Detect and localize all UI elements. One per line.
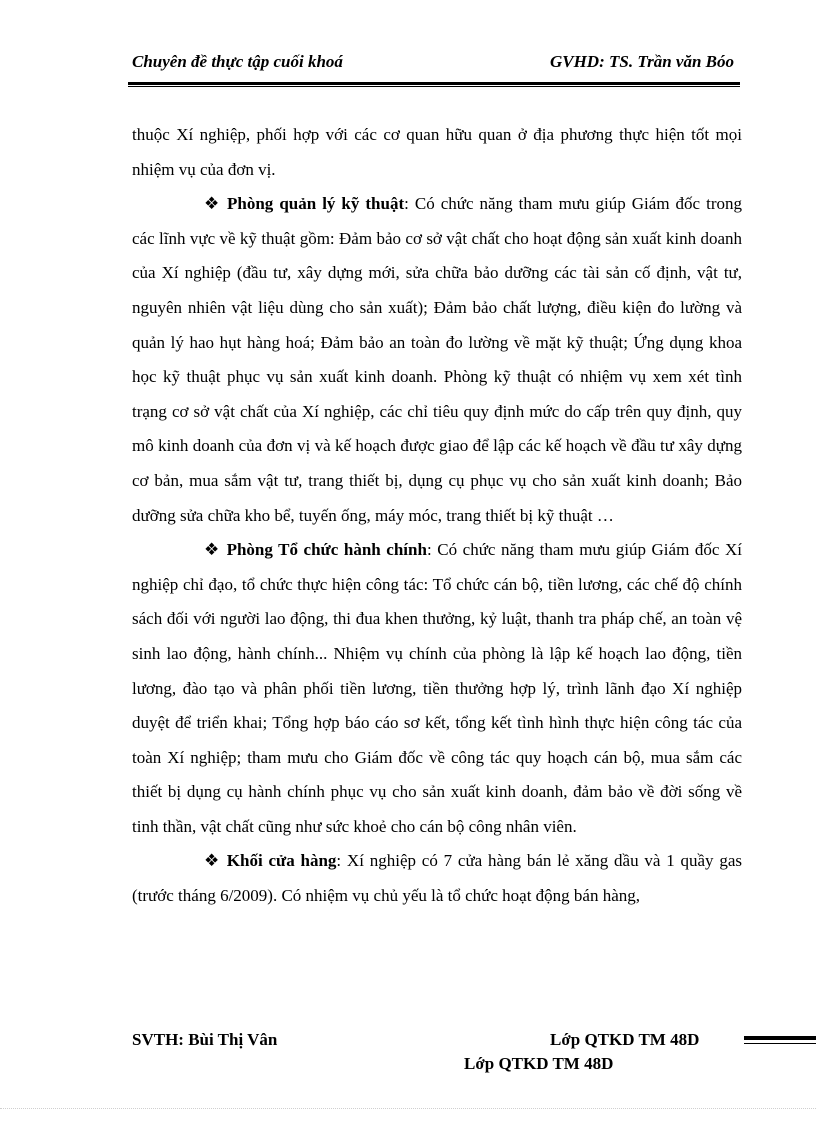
header-advisor: GVHD: TS. Trần văn Bóo <box>549 52 734 71</box>
diamond-bullet-icon: ❖ <box>204 540 221 560</box>
footer-class: Lớp QTKD TM 48D <box>550 1030 700 1049</box>
paragraph-text: : Xí nghiệp có 7 cửa hàng bán lẻ xăng dầu và 1 quầy gas (trước tháng 6/2009). Có nhiệm vụ chủ yếu là tổ chức hoạt động bán hàng, <box>132 851 742 906</box>
diamond-bullet-icon: ❖ <box>204 194 222 214</box>
diamond-bullet-icon: ❖ <box>204 851 221 871</box>
paragraph-technical-dept <box>132 187 742 533</box>
paragraph-continuation <box>132 118 742 187</box>
footer-class-duplicate: Lớp QTKD TM 48D <box>464 1054 614 1073</box>
section-term: Khối cửa hàng <box>226 851 337 871</box>
header-divider <box>128 82 740 87</box>
page-edge-divider <box>0 1108 816 1109</box>
section-term: Phòng Tổ chức hành chính <box>226 540 427 560</box>
footer-rule-thin <box>744 1043 816 1044</box>
paragraph-text: : Có chức năng tham mưu giúp Giám đốc Xí nghiệp chỉ đạo, tổ chức thực hiện công tác: Tổ chức cán bộ, tiền lương, các chế độ chính sách đối với người lao động, thi đua khen thưởng, kỷ luật, thanh tra pháp chế, an toàn vệ sinh lao động, hành chính... Nhiệm vụ chính của phòng là lập kế hoạch lao động, tiền lương, đào tạo và phân phối tiền lương, tiền thưởng hợp lý, trình lãnh đạo Xí nghiệp duyệt để triển khai; Tổng hợp báo cáo sơ kết, tổng kết tình hình thực hiện công tác của toàn Xí nghiệp; tham mưu cho Giám đốc về công tác quy hoạch cán bộ, mua sắm các thiết bị dụng cụ hành chính phục vụ cho sản xuất kinh doanh, đảm bảo về đời sống về tinh thần, vật chất cũng như sức khoẻ cho cán bộ công nhân viên. <box>132 540 742 836</box>
paragraph-text: thuộc Xí nghiệp, phối hợp với các cơ quan hữu quan ở địa phương thực hiện tốt mọi nhiệm vụ của đơn vị. <box>132 125 742 179</box>
footer-rule-thick <box>744 1036 816 1040</box>
paragraph-store-block <box>132 844 742 913</box>
page-header <box>132 52 738 76</box>
paragraph-text: : Có chức năng tham mưu giúp Giám đốc trong các lĩnh vực về kỹ thuật gồm: Đảm bảo cơ sở vật chất cho hoạt động sản xuất kinh doanh của Xí nghiệp (đầu tư, xây dựng mới, sửa chữa bảo dưỡng các tài sản cố định, vật tư, nguyên nhiên vật liệu dùng cho sản xuất); Đảm bảo chất lượng, điều kiện đo lường và quản lý hao hụt hàng hoá; Đảm bảo an toàn đo lường về mặt kỹ thuật; Ứng dụng khoa học kỹ thuật phục vụ sản xuất kinh doanh. Phòng kỹ thuật có nhiệm vụ xem xét tình trạng cơ sở vật chất của Xí nghiệp, các chỉ tiêu quy định mức do cấp trên quy định, quy mô kinh doanh của đơn vị và kế hoạch được giao để lập các kế hoạch về đầu tư xây dựng cơ bản, mua sắm vật tư, trang thiết bị, dụng cụ phục vụ cho sản xuất kinh doanh; Bảo dưỡng sửa chữa kho bể, tuyến ống, máy móc, trang thiết bị kỹ thuật … <box>132 194 743 525</box>
paragraph-admin-dept <box>132 533 742 844</box>
section-term: Phòng quản lý kỹ thuật <box>227 194 405 214</box>
document-body <box>132 118 742 914</box>
header-title: Chuyên đề thực tập cuối khoá <box>132 52 343 71</box>
footer-student: SVTH: Bùi Thị Vân <box>132 1030 278 1049</box>
